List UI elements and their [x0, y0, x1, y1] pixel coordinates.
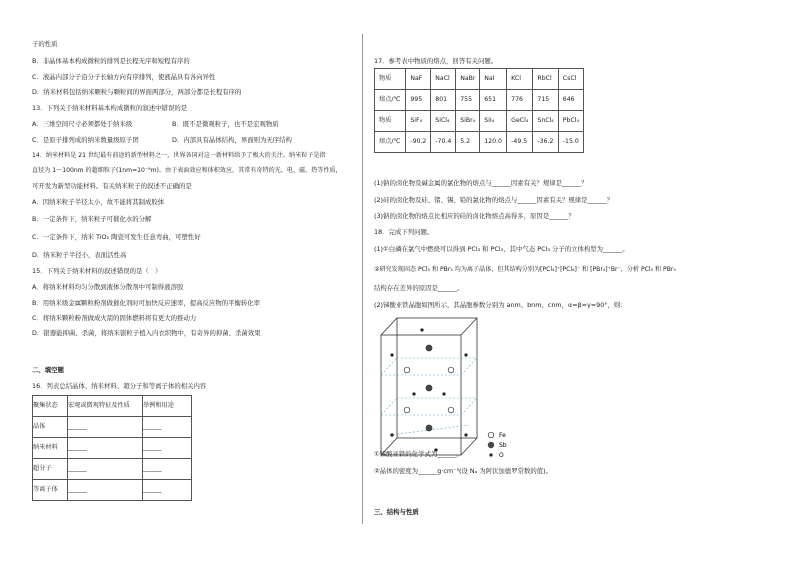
table-cell: NaI [480, 69, 507, 90]
option-14b: B．一定条件下，纳米粒子可催化水的分解 [32, 215, 152, 223]
fe-atom [448, 407, 454, 413]
question-17-part-3: (3)钠的卤化物的熔点比相应的硅的卤化物熔点高得多，原因是______？ [374, 212, 575, 220]
question-17-part-1: (1)钠的卤化物及碱金属的氯化物的熔点与______因素有关？规律是______？ [374, 179, 588, 187]
cell-back-face [397, 318, 477, 438]
answer-blank: ______ [68, 438, 143, 459]
text-line: 结构存在差异的原因是______。 [374, 284, 464, 292]
question-13: 13．下列关于纳米材料基本构成微粒的叙述中错误的是 [32, 104, 188, 112]
table-header-cell: 宏观或微观特征及性质 [68, 396, 143, 417]
fe-atom [448, 367, 454, 373]
option-14d: D．纳米粒子半径小，表面活性高 [32, 251, 127, 259]
text-line: 可开发为新型功能材料。有关纳米粒子的叙述不正确的是 [32, 182, 192, 190]
o-atom [464, 433, 467, 436]
legend-sb-label: Sb [499, 442, 507, 449]
o-atom [464, 353, 467, 356]
question-14: 14．纳米材料是 21 世纪最有前途的新型材料之一，世界各国对这一新材料给予了极大的关注。纳米粒子是指 [32, 152, 326, 159]
table-cell: 801 [431, 90, 456, 111]
table-cell: 995 [406, 90, 431, 111]
option-14a: A．因纳米粒子半径太小，故不能将其制成胶体 [32, 198, 165, 206]
text-line: C．液晶内部分子沿分子长轴方向有序排列，使液晶具有各向异性 [32, 73, 216, 81]
cell-front-face [381, 335, 461, 455]
table-cell: SiI₄ [480, 111, 507, 132]
o-atom [390, 353, 393, 356]
table-cell: SiF₄ [406, 111, 431, 132]
text-line: 直径为 1～100nm 的超细粒子(1nm=10⁻⁹m)。由于表面效应和体积效应，其常有奇特的光、电、磁、热等性质， [32, 167, 342, 174]
table-cell: 等离子体 [33, 480, 68, 501]
o-atom [390, 433, 393, 436]
table-cell: SiBr₄ [456, 111, 480, 132]
table-cell: 超分子 [33, 459, 68, 480]
answer-blank: ______ [143, 417, 192, 438]
table-cell: 646 [558, 90, 583, 111]
table-cell: CsCl [558, 69, 583, 90]
question-15: 15．下列关于纳米材料的叙述错误的是（ ） [32, 267, 162, 275]
legend-o-label: O [499, 452, 504, 459]
legend-sb-marker [488, 442, 494, 448]
section-title-structure: 三、结构与性质 [374, 508, 419, 516]
answer-blank: ______ [68, 480, 143, 501]
table-16 [32, 395, 192, 501]
question-18-part-2a: ①锑酸亚铁的化学式为______。 [374, 450, 463, 458]
fe-atom [404, 367, 410, 373]
table-row [33, 417, 192, 438]
table-row [33, 459, 192, 480]
table-cell: PbCl₄ [558, 111, 583, 132]
text-line: B．非晶体基本构成微粒的排列是长程无序和短程有序的 [32, 57, 190, 65]
crystal-cell-diagram [374, 310, 524, 460]
answer-blank: ______ [143, 480, 192, 501]
table-cell: 776 [507, 90, 533, 111]
table-cell: 755 [456, 90, 480, 111]
option-15a: A．将纳米材料均匀分散到液体分散剂中可制得液溶胶 [32, 283, 184, 291]
section-title-fill-in: 二、填空题 [32, 366, 64, 374]
table-header-row [33, 396, 192, 417]
table-17 [374, 68, 584, 153]
column-divider [362, 34, 363, 524]
option-15c: C．将纳米颗粒粉剂做成火箭的固体燃料将有更大的推动力 [32, 314, 197, 322]
question-16: 16．列表总结晶体、纳米材料、超分子和等离子体的相关内容 [32, 382, 207, 390]
question-18-part-2b: ②晶体的密度为______g·cm⁻³(设 Nₐ 为阿伏加德罗常数的值)。 [374, 467, 553, 475]
question-18-part-1: (1)①白磷在氯气中燃烧可以得到 PCl₃ 和 PCl₅，其中气态 PCl₃ 分子的立体构型为______。 [374, 245, 629, 253]
table-header-cell: 聚集状态 [33, 396, 68, 417]
question-17-part-2: (2)硅的卤化物及硅、锗、锡、铅的氯化物的熔点与______因素有关？规律是______？ [374, 196, 614, 204]
table-cell: RbCl [533, 69, 558, 90]
o-atom [442, 392, 445, 395]
option-13c: C．是原子排列成的纳米数量级原子团 [32, 136, 139, 144]
legend-fe-label: Fe [499, 432, 506, 439]
table-row [375, 111, 584, 132]
table-cell: 纳米材料 [33, 438, 68, 459]
text-line: 子的性质 [32, 40, 58, 48]
table-cell: SnCl₄ [533, 111, 558, 132]
table-cell: -70.4 [431, 132, 456, 153]
table-row [375, 132, 584, 153]
option-14c: C．一定条件下，纳米 TiO₂ 陶瓷可发生任意弯曲，可塑性好 [32, 233, 201, 241]
o-atom [412, 392, 415, 395]
table-cell: 物质 [375, 111, 406, 132]
table-cell: 715 [533, 90, 558, 111]
table-cell: GeCl₄ [507, 111, 533, 132]
table-cell: 熔点/℃ [375, 90, 406, 111]
table-row [375, 69, 584, 90]
option-15b: B．用纳米级金属颗粒粉剂做催化剂时可加快反应速率，提高反应物的平衡转化率 [32, 299, 261, 307]
table-cell: 晶体 [33, 417, 68, 438]
answer-blank: ______ [143, 459, 192, 480]
legend-o-marker [489, 453, 492, 456]
text-line: D．纳米材料包括纳米颗粒与颗粒间的界面两部分，两部分都是长程有序的 [32, 88, 242, 96]
question-17: 17．参考表中物质的熔点，回答有关问题。 [374, 57, 498, 65]
table-cell: -15.0 [558, 132, 583, 153]
o-atom [420, 328, 423, 331]
option-13b: B．既不是微观粒子，也不是宏观物质 [172, 120, 279, 128]
table-cell: -49.5 [507, 132, 533, 153]
fe-atom [404, 407, 410, 413]
sb-atom [426, 425, 433, 432]
table-cell: KCl [507, 69, 533, 90]
option-15d: D．银器能抑菌、杀菌，将纳米银粒子植入内衣织物中，有奇异的抑菌、杀菌效果 [32, 329, 261, 337]
question-18-part-2: (2)锑酸亚铁晶胞如图所示，其晶胞参数分别为 anm、bnm、cnm，α=β=γ=90°，则： [374, 301, 627, 309]
table-cell: 物质 [375, 69, 406, 90]
table-cell: NaCl [431, 69, 456, 90]
table-cell: -36.2 [533, 132, 558, 153]
table-header-cell: 举例和用途 [143, 396, 192, 417]
legend-fe-marker [488, 432, 494, 438]
question-18: 18．完成下列问题。 [374, 228, 434, 236]
answer-blank: ______ [143, 438, 192, 459]
sb-atom [426, 345, 433, 352]
table-cell: 5.2 [456, 132, 480, 153]
table-row [375, 90, 584, 111]
option-13a: A．三维空间尺寸必须都处于纳米级 [32, 120, 133, 128]
sb-atom [426, 385, 433, 392]
table-cell: 120.0 [480, 132, 507, 153]
table-cell: 651 [480, 90, 507, 111]
table-cell: -90.2 [406, 132, 431, 153]
option-13d: D．内部具有晶体结构，界面则为无序结构 [172, 136, 292, 144]
table-row [33, 480, 192, 501]
answer-blank: ______ [68, 459, 143, 480]
table-cell: 熔点/℃ [375, 132, 406, 153]
diagram-legend [488, 432, 507, 459]
table-cell: NaBr [456, 69, 480, 90]
table-cell: SiCl₄ [431, 111, 456, 132]
question-18-part-1b: ②研究发现固态 PCl₅ 和 PBr₅ 均为离子晶体，但其结构分别为[PCl₄]⁺[PCl₆]⁻ 和 [PBr₄]⁺Br⁻，分析 PCl₅ 和 PBr₅ [374, 266, 676, 273]
answer-blank: ______ [68, 417, 143, 438]
table-row [33, 438, 192, 459]
table-cell: NaF [406, 69, 431, 90]
